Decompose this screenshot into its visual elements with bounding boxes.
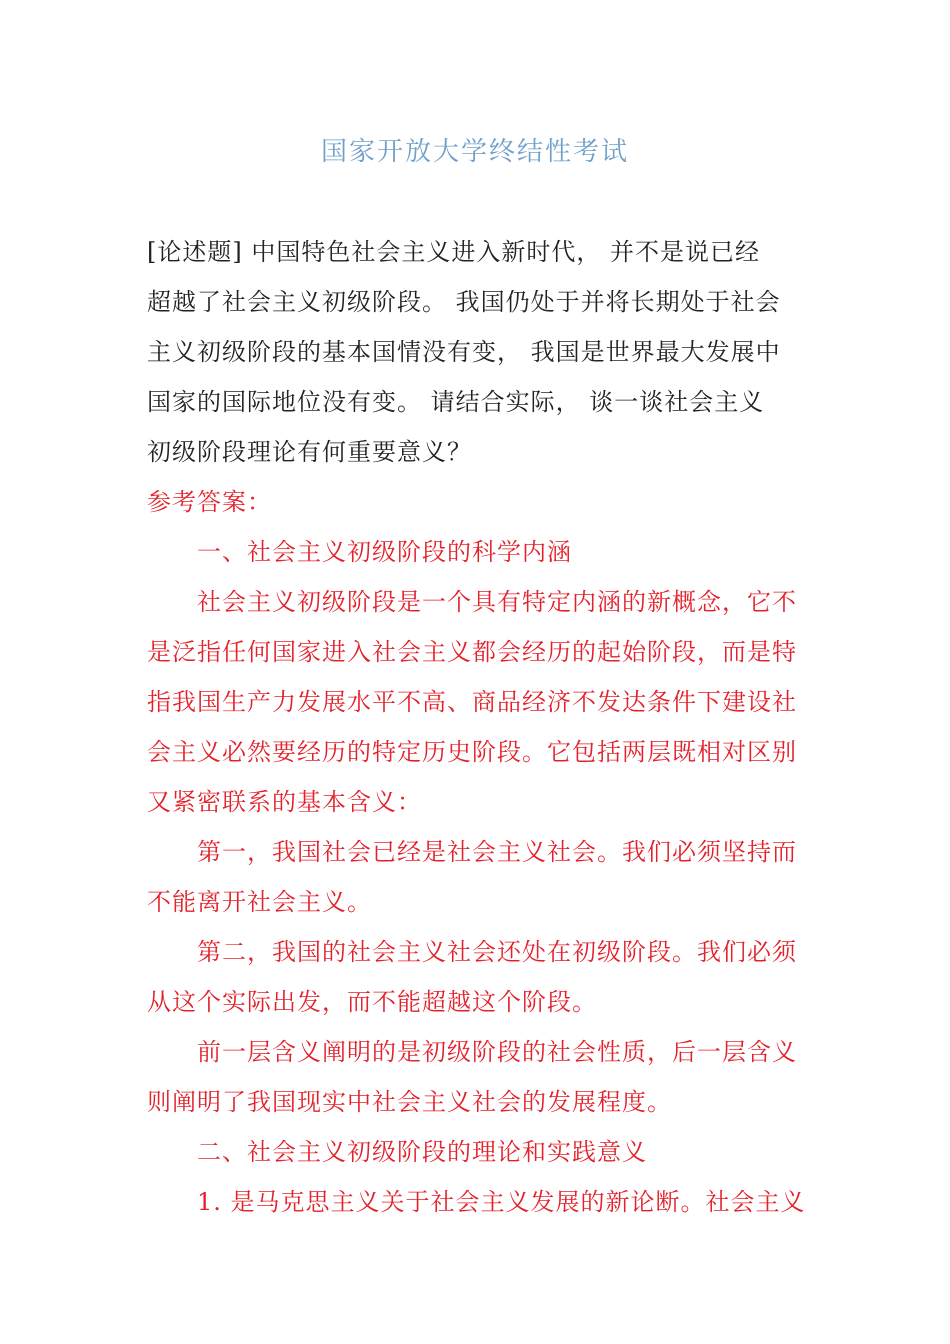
answer-line: 会主义必然要经历的特定历史阶段。它包括两层既相对区别 [147, 738, 797, 766]
answer-line: 指我国生产力发展水平不高、商品经济不发达条件下建设社 [147, 688, 797, 716]
document-title: 国家开放大学终结性考试 [320, 137, 629, 167]
answer-line: 社会主义初级阶段是一个具有特定内涵的新概念，它不 [197, 588, 797, 616]
question-line: 主义初级阶段的基本国情没有变， 我国是世界最大发展中 [147, 338, 781, 366]
question-line: 超越了社会主义初级阶段。 我国仍处于并将长期处于社会 [147, 288, 781, 316]
answer-line: 第一，我国社会已经是社会主义社会。我们必须坚持而 [197, 838, 797, 866]
answer-line: 是泛指任何国家进入社会主义都会经历的起始阶段，而是特 [147, 638, 797, 666]
answer-line: 又紧密联系的基本含义： [147, 788, 422, 816]
answer-line: 则阐明了我国现实中社会主义社会的发展程度。 [147, 1088, 672, 1116]
answer-line: 不能离开社会主义。 [147, 888, 372, 916]
section-heading: 一、社会主义初级阶段的科学内涵 [197, 538, 572, 566]
answer-line: 第二，我国的社会主义社会还处在初级阶段。我们必须 [197, 938, 797, 966]
question-line: [论述题] 中国特色社会主义进入新时代， 并不是说已经 [147, 238, 760, 266]
answer-line: 从这个实际出发，而不能超越这个阶段。 [147, 988, 597, 1016]
section-heading: 二、社会主义初级阶段的理论和实践意义 [197, 1138, 647, 1166]
answer-line: 前一层含义阐明的是初级阶段的社会性质，后一层含义 [197, 1038, 797, 1066]
answer-label: 参考答案： [147, 488, 272, 516]
question-line: 初级阶段理论有何重要意义？ [147, 438, 472, 466]
question-line: 国家的国际地位没有变。 请结合实际， 谈一谈社会主义 [147, 388, 765, 416]
answer-line: 1. 是马克思主义关于社会主义发展的新论断。社会主义 [197, 1188, 806, 1216]
